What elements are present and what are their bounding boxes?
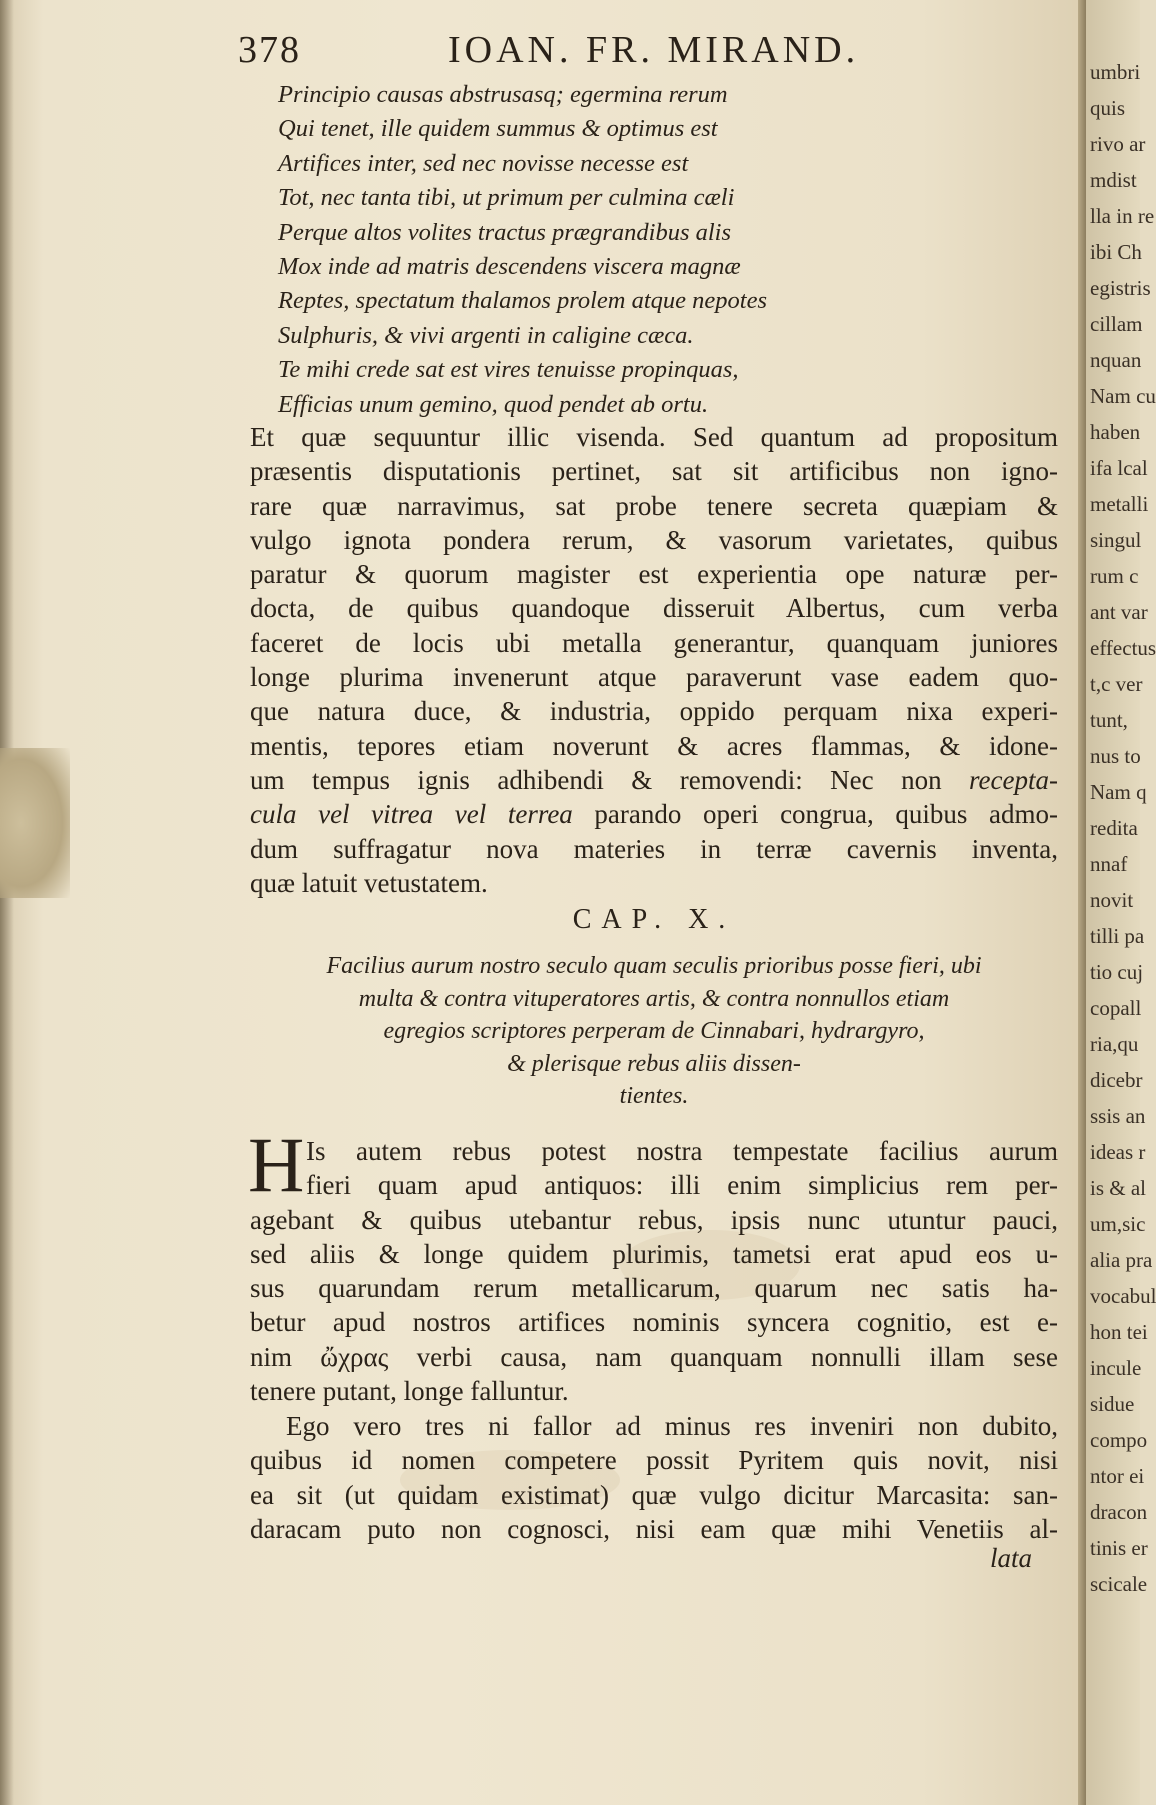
facing-page-fragment: redita [1090,816,1138,840]
summary-line: & plerisque rebus aliis dissen- [507,1050,801,1077]
text-line [250,660,1058,694]
italic-text: recepta- [969,764,1058,795]
verse-line: Sulphuris, & vivi argenti in caligine cæca. [278,321,694,349]
gutter-shadow [0,0,14,1805]
text-line: daracam puto non cognosci, nisi eam quæ mihi Venetiis al- [250,1513,1058,1544]
text-line [250,454,1058,488]
text-line: sus quarundam rerum metallicarum, quarum nec satis ha- [250,1273,1058,1304]
facing-page-fragment: lla in re [1090,204,1155,228]
summary-line: tientes. [619,1083,689,1109]
facing-page-fragment: hon tei [1090,1320,1148,1344]
italic-text: cula vel vitrea vel terrea [250,799,573,830]
text-line [250,763,1058,797]
line-text: longe plurima invenerunt atque paraverunt vase eadem quo- [250,662,1058,693]
verse-line: Tot, nec tanta tibi, ut primum per culmina cæli [278,184,735,212]
facing-page-fragment: mdist [1090,168,1137,192]
facing-page-fragment: nquan [1090,348,1142,372]
facing-page-fragment: ideas r [1090,1140,1146,1164]
paragraph-3 [250,1409,1058,1546]
paragraph-1 [250,420,1058,900]
facing-page-fragment: rivo ar [1090,132,1146,156]
facing-page-fragment: effectus [1090,636,1156,660]
text-line: Is autem rebus potest nostra tempestate facilius aurum [306,1136,1058,1166]
facing-page-fragment: ibi Ch [1090,240,1142,264]
text-line: agebant & quibus utebantur rebus, ipsis nunc utuntur pauci, [250,1204,1058,1235]
text-line: Ego vero tres ni fallor ad minus res inveniri non dubito, [286,1411,1058,1441]
facing-page-fragment: t,c ver [1090,672,1143,696]
text-line [250,523,1058,557]
text-line: ea sit (ut quidam existimat) quæ vulgo dicitur Marcasita: san- [250,1479,1058,1510]
facing-page-fragment: dracon [1090,1500,1148,1524]
catchword: lata [990,1543,1033,1573]
line-text: dum suffragatur nova materies in terræ cavernis inventa, [250,833,1058,864]
facing-page-fragment: ria,qu [1090,1032,1139,1056]
text-line [250,557,1058,591]
text-line [250,797,1058,831]
facing-page-fragment: tilli pa [1090,924,1145,948]
verse-line: Reptes, spectatum thalamos prolem atque nepotes [278,287,768,315]
facing-page-fragment: cillam [1090,312,1143,336]
page-edge [1078,0,1086,1805]
chapter-heading: CAP. X. [572,904,736,935]
verse-line: Artifices inter, sed nec novisse necesse est [278,149,689,177]
facing-page-fragment: egistris [1090,276,1151,300]
facing-page-fragment: tio cuj [1090,960,1144,984]
line-text: præsentis disputationis pertinet, sat sit artificibus non igno- [250,456,1058,487]
facing-page-fragment: nus to [1090,744,1141,768]
verse-line: Principio causas abstrusasq; egermina rerum [278,81,728,108]
facing-page-fragment: scicale [1090,1572,1148,1596]
facing-page-fragment: quis [1090,96,1126,120]
facing-page-fragment: singul [1090,528,1142,552]
text-line [250,832,1058,866]
running-title: IOAN. FR. MIRAND. [448,29,860,71]
summary-line: multa & contra vituperatores artis, & contra nonnullos etiam [358,985,950,1012]
facing-page-strip [1086,0,1156,1805]
summary-line: egregios scriptores perperam de Cinnabari, hydrargyro, [383,1018,925,1044]
facing-page-fragment: Nam cu [1090,384,1156,408]
facing-page-fragment: ifa lcal [1090,456,1148,480]
text-line: nim ὤχρας verbi causa, nam quanquam nonnulli illam sese [250,1341,1058,1372]
text-line [250,626,1058,660]
facing-page-fragment: metalli [1090,492,1149,516]
facing-page-fragment: umbri [1090,60,1141,84]
facing-page-fragment: ntor ei [1090,1464,1145,1488]
binding-stub [0,748,70,898]
facing-page-fragment: haben [1090,420,1141,444]
verse-line: Perque altos volites tractus prægrandibus alis [278,218,732,246]
facing-page-fragment: tunt, [1090,708,1128,732]
verse-line: Te mihi crede sat est vires tenuisse propinquas, [278,356,739,384]
running-header [238,28,860,72]
line-text: mentis, tepores etiam noverunt & acres flammas, & idone- [250,730,1058,761]
facing-page-fragment: is & al [1090,1176,1146,1200]
summary-line: Facilius aurum nostro seculo quam seculis prioribus posse fieri, ubi [326,953,982,979]
facing-page-fragment: dicebr [1090,1068,1143,1092]
line-text: que natura duce, & industria, oppido perquam nixa experi- [250,696,1058,727]
page-number: 378 [238,29,301,71]
facing-page-fragment: tinis er [1090,1536,1148,1560]
paragraph-2 [248,1121,1058,1408]
line-text: Et quæ sequuntur illic visenda. Sed quantum ad propositum [250,422,1058,452]
line-text: rare quæ narravimus, sat probe tenere secreta quæpiam & [250,490,1058,521]
text-line [250,694,1058,728]
text-line: quibus id nomen competere possit Pyritem quis novit, nisi [250,1445,1058,1476]
drop-capital: H [248,1121,305,1208]
verse-line: Efficias unum gemino, quod pendet ab ortu. [278,390,709,418]
verse-line: Qui tenet, ille quidem summus & optimus est [278,115,718,143]
facing-page-fragment: novit [1090,888,1134,912]
facing-page-fragment: Nam q [1090,780,1147,804]
text-line [250,489,1058,523]
facing-page-fragment: ssis an [1090,1104,1146,1128]
line-text: parando operi congrua, quibus admo- [572,799,1058,830]
facing-page-fragment: rum c [1090,564,1139,588]
facing-page-fragment: ant var [1090,600,1148,624]
line-text: faceret de locis ubi metalla generantur, quanquam juniores [250,627,1058,658]
facing-page-fragment: copall [1090,996,1142,1020]
facing-page-fragment: vocabul [1090,1284,1156,1308]
facing-page-fragment: um,sic [1090,1212,1146,1236]
verse-line: Mox inde ad matris descendens viscera magnæ [278,252,741,280]
text-line: sed aliis & longe quidem plurimis, tametsi erat apud eos u- [250,1238,1058,1269]
facing-page-fragment: nnaf [1090,852,1128,876]
line-text: vulgo ignota pondera rerum, & vasorum varietates, quibus [250,524,1058,555]
facing-page-fragment: incule [1090,1356,1142,1380]
text-line [250,866,1058,900]
text-line [250,729,1058,763]
text-line [250,420,1058,454]
chapter-summary [250,950,1058,1113]
facing-page-fragment: compo [1090,1428,1148,1452]
text-line [250,591,1058,625]
line-text: paratur & quorum magister est experientia ope naturæ per- [250,559,1058,590]
text-line: tenere putant, longe falluntur. [250,1376,569,1407]
facing-page-fragment: sidue [1090,1392,1135,1416]
line-text: docta, de quibus quandoque disseruit Albertus, cum verba [250,593,1058,624]
verse-block [278,78,918,422]
facing-page-fragment: alia pra [1090,1248,1153,1272]
text-line: fieri quam apud antiquos: illi enim simplicius rem per- [306,1170,1058,1201]
line-text: quæ latuit vetustatem. [250,867,488,898]
line-text: um tempus ignis adhibendi & removendi: Nec non [250,764,970,795]
text-line: betur apud nostros artifices nominis syncera cognitio, est e- [250,1307,1058,1338]
